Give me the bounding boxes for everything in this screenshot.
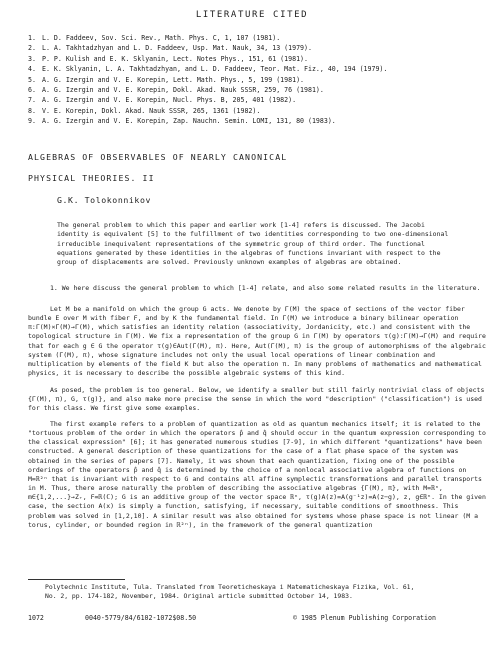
footnote-rule [28, 579, 125, 580]
footnote-line: Polytechnic Institute, Tula. Translated from Teoreticheskaya i Matematicheskaya Fizika, Vol. 61, [45, 583, 415, 591]
article-title-line: PHYSICAL THEORIES. II [28, 173, 155, 183]
literature-cited-heading: LITERATURE CITED [195, 10, 309, 20]
copyright-notice: © 1985 Plenum Publishing Corporation [293, 614, 436, 622]
footnote-line: No. 2, pp. 174-182, November, 1984. Original article submitted October 14, 1983. [45, 592, 353, 601]
abstract: The general problem to which this paper and earlier work [1-4] refers is discussed. The Jacobi identity is equivalent [5] to the fulfillment of two identities corresponding to two one-dimensional irreducible inequivalent representations of the symmetric group of third order. The functional equations generated by these identities in the algebras of functions invariant with respect to the group of displacements are solved. Previously unknown examples of algebras are obtained. [57, 221, 449, 267]
reference-item: 8. V. E. Korepin, Dokl. Akad. Nauk SSSR, 265, 1361 (1982). [28, 106, 261, 115]
body-paragraph [28, 420, 489, 530]
paragraph-text: As posed, the problem is too general. Below, we identify a smaller but still fairly nontrivial class of objects {Γ(M), π), G, τ(g)}, and also make more precise the sense in which the word "description" ("classification") is used for this class. We first give some examples. [28, 386, 485, 413]
author-name: G.K. Tolokonnikov [57, 195, 151, 205]
issn-code: 0040-5779/84/6102-1072$08.50 [85, 614, 197, 622]
article-title [28, 147, 488, 189]
reference-item: 3. P. P. Kulish and E. K. Sklyanin, Lect. Notes Phys., 151, 61 (1981). [28, 54, 308, 63]
reference-list [28, 33, 488, 127]
page-number: 1072 [28, 614, 44, 622]
reference-item: 7. A. G. Izergin and V. E. Korepin, Nucl. Phys. B, 205, 401 (1982). [28, 96, 297, 105]
paragraph-text: The first example refers to a problem of quantization as old as quantum mechanics itself; it is related to the "tortuous problem of the order in which the operators p̂ and q̂ should occur in the quantum expression corresponding to the classical expression" [6]; it has generated numerous studies [7-9], in which different "quantizations" have been constructed. A general description of these quantizations for the case of a flat phase space of the system was obtained in the series of papers [7]. Namely, it was shown that each quantization, fixing one of the possible orderings of the operators p̂ and q̂ is determined by the choice of a nonlocal associative algebra of functions on M=ℝ²ⁿ that is invariant with respect to G and contains all affine symplectic transformations and parallel transports in M. Thus, there arose naturally the problem of describing the associative algebras {Γ(M), π}, with M=ℝⁿ, m∈{1,2,...}→Z₊, F=ℝ(ℂ); G is an additive group of the vector space ℝⁿ, τ(g)A(z)=A(g⁻¹z)=A(z−g), z, g∈ℝⁿ. In the given case, the section A(x) is simply a function, satisfying, if necessary, suitable conditions of smoothness. This problem was solved in [1,2,10]. A similar result was also obtained for systems whose phase space is not linear (M a torus, cylinder, or bounded region in ℝ²ⁿ), in the framework of the general quantization [28, 420, 486, 529]
reference-item: 2. L. A. Takhtadzhyan and L. D. Faddeev, Usp. Mat. Nauk, 34, 13 (1979). [28, 44, 312, 53]
paragraph-text: 1. We here discuss the general problem to which [1-4] relate, and also some related results in the literature. [50, 284, 481, 292]
reference-item: 1. L. D. Faddeev, Sov. Sci. Rev., Math. Phys. C, 1, 107 (1981). [28, 34, 281, 42]
paragraph-text: Let M be a manifold on which the group G acts. We denote by Γ(M) the space of sections of the vector fiber bundle E over M with fiber F, and by K the fundamental field. In Γ(M) we introduce a binary bilinear operation π:Γ(M)×Γ(M)→Γ(M), which satisfies an identity relation (associativity, Jordanicity, etc.) and consistent with the topological structure in Γ(M). We fix a representation of the group G in Γ(M) by operators τ(g):Γ(M)→Γ(M) and require that for each g ∈ G the operator τ(g)∈Aut(Γ(M), π). Here, Aut(Γ(M), π) is the group of automorphisms of the algebraic system (Γ(M), π), whose signature includes not only the usual local operations of linear combination and multiplication by elements of the field K but also the operation π. In many problems of mathematics and mathematical physics, it is necessary to describe the possible algebraic systems of this kind. [28, 305, 486, 378]
reference-item: 4. E. K. Sklyanin, L. A. Takhtadzhyan, and L. D. Faddeev, Teor. Mat. Fiz., 40, 194 (1979). [28, 65, 388, 74]
reference-item: 5. A. G. Izergin and V. E. Korepin, Lett. Math. Phys., 5, 199 (1981). [28, 75, 305, 84]
footnote [45, 583, 485, 602]
body-paragraph [28, 386, 489, 413]
reference-item: 6. A. G. Izergin and V. E. Korepin, Dokl. Akad. Nauk SSSR, 259, 76 (1981). [28, 86, 324, 95]
article-title-line: ALGEBRAS OF OBSERVABLES OF NEARLY CANONICAL [28, 152, 288, 162]
body-paragraph [28, 284, 489, 293]
reference-item: 9. A. G. Izergin and V. E. Korepin, Zap. Nauchn. Semin. LOMI, 131, 80 (1983). [28, 117, 336, 126]
body-paragraph [28, 305, 489, 378]
